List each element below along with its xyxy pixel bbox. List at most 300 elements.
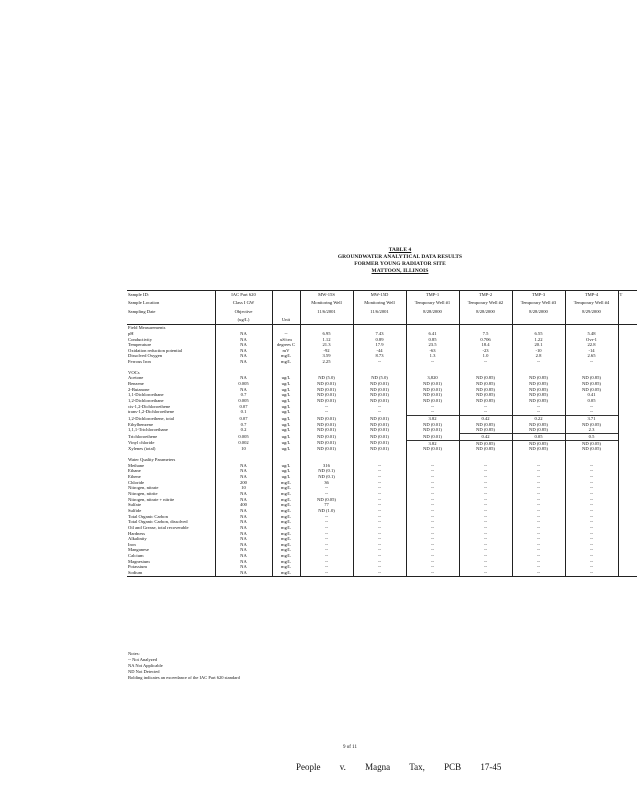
well-date: 8/28/2000: [459, 308, 512, 316]
unit-value: ug/L: [272, 387, 300, 393]
unit-value: mg/L: [272, 519, 300, 525]
criteria-value: NA: [215, 553, 272, 559]
result-cell: 22.8: [565, 342, 618, 348]
result-cell: --: [459, 485, 512, 491]
result-cell: 21.3: [300, 342, 353, 348]
unit-value: ug/L: [272, 416, 300, 422]
result-cell: --: [565, 531, 618, 537]
result-cell: ND (0.01): [406, 434, 459, 441]
result-cell: ND (0.85): [459, 375, 512, 381]
result-cell: --: [512, 564, 565, 570]
parameter-name: cis-1,2-Dichloroethene: [128, 403, 171, 409]
result-cell: ND (0.01): [300, 398, 353, 404]
result-cell: -10: [512, 348, 565, 354]
parameter-name: Nitrogen, nitrate: [128, 485, 159, 491]
unit-value: mg/L: [272, 559, 300, 565]
parameter-name: Sulfide: [128, 507, 142, 513]
well-id: MW-15D: [353, 291, 406, 300]
table-row: [127, 570, 637, 576]
result-cell: 6.41: [406, 331, 459, 337]
parameter-name: Total Organic Carbon: [128, 513, 168, 519]
header-row-date: [127, 308, 637, 316]
result-cell: ND (0.01): [353, 446, 406, 452]
table-title: GROUNDWATER ANALYTICAL DATA RESULTS: [337, 254, 463, 260]
result-cell: --: [565, 553, 618, 559]
result-cell: --: [459, 525, 512, 531]
result-cell: ND (0.85): [512, 422, 565, 428]
parameter-name: Acetone: [128, 375, 144, 381]
result-cell: 0.05: [565, 398, 618, 404]
result-cell: --: [406, 404, 459, 410]
result-cell: --: [512, 463, 565, 469]
criteria-value: NA: [215, 331, 272, 337]
result-cell: --: [406, 553, 459, 559]
result-cell: -44: [353, 348, 406, 354]
result-cell: -63: [406, 348, 459, 354]
result-cell: --: [459, 547, 512, 553]
site-location: MATTOON, ILLINOIS: [371, 268, 429, 274]
result-cell: --: [512, 480, 565, 486]
unit-value: ug/L: [272, 404, 300, 410]
result-cell: 0.05: [512, 434, 565, 441]
header-row-id: [127, 291, 637, 300]
result-cell: --: [300, 531, 353, 537]
parameter-name: Temperature: [128, 342, 152, 348]
unit-value: mg/L: [272, 536, 300, 542]
parameter-name: Sodium: [127, 570, 215, 576]
criteria-value: 400: [215, 502, 272, 508]
criteria-value: NA: [215, 525, 272, 531]
parameter-name: 1,2-Dichloroethane: [128, 398, 164, 404]
criteria-value: 0.07: [215, 416, 272, 422]
result-cell: 0.42: [459, 434, 512, 441]
result-cell: --: [406, 502, 459, 508]
criteria-value: 0.07: [215, 404, 272, 410]
parameter-name: Manganese: [128, 547, 149, 553]
well-date: 8/29/2000: [565, 308, 618, 316]
result-cell: --: [406, 508, 459, 514]
result-cell: --: [353, 497, 406, 503]
result-cell: --: [300, 404, 353, 410]
result-cell: --: [353, 564, 406, 570]
result-cell: ND (0.85): [512, 381, 565, 387]
result-cell: --: [565, 508, 618, 514]
result-cell: ND (0.01): [406, 398, 459, 404]
criteria-value: NA: [215, 474, 272, 480]
result-cell: --: [459, 497, 512, 503]
parameter-name: Magnesium: [128, 558, 150, 564]
result-cell: --: [353, 480, 406, 486]
result-cell: 8.73: [353, 353, 406, 359]
unit-value: ug/L: [272, 375, 300, 381]
unit-value: uS/cm: [272, 337, 300, 343]
unit-value: ug/L: [272, 440, 300, 446]
result-cell: ND (0.85): [565, 381, 618, 387]
result-cell: 7.43: [353, 331, 406, 337]
result-cell: 3,820: [406, 375, 459, 381]
parameter-name: Conductivity: [128, 336, 152, 342]
result-cell: --: [300, 409, 353, 415]
result-cell: ND (0.01): [300, 381, 353, 387]
result-cell: ND (0.85): [459, 427, 512, 433]
result-cell: --: [512, 485, 565, 491]
result-cell: ND (0.01): [406, 422, 459, 428]
result-cell: Ovr-1: [565, 337, 618, 343]
result-cell: ND (0.1): [300, 474, 353, 480]
well-location: Monitoring Well: [353, 299, 406, 307]
result-cell: --: [353, 485, 406, 491]
result-cell: --: [459, 508, 512, 514]
result-cell: ND (0.05): [565, 446, 618, 452]
criteria-value: 0.7: [215, 422, 272, 428]
well-location: Temporary Well #3: [512, 299, 565, 307]
result-cell: ND (0.85): [459, 440, 512, 446]
result-cell: ND (0.85): [512, 387, 565, 393]
result-cell: --: [565, 497, 618, 503]
result-cell: --: [353, 463, 406, 469]
criteria-value: 10: [215, 446, 272, 452]
result-cell: 3.82: [406, 440, 459, 446]
unit-value: ug/L: [272, 427, 300, 433]
result-cell: ND (0.85): [512, 398, 565, 404]
result-cell: ND (0.01): [300, 416, 353, 422]
result-cell: 3.71: [565, 416, 618, 422]
result-cell: ND (0.01): [353, 398, 406, 404]
criteria-value: 0.005: [215, 381, 272, 387]
criteria-value: NA: [215, 375, 272, 381]
result-cell: ND (0.01): [300, 392, 353, 398]
criteria-value: NA: [215, 547, 272, 553]
result-cell: -92: [300, 348, 353, 354]
criteria-value: NA: [215, 348, 272, 354]
result-cell: ND (0.01): [300, 440, 353, 446]
unit-value: mg/L: [272, 485, 300, 491]
result-cell: 77: [300, 502, 353, 508]
unit-value: ug/L: [272, 422, 300, 428]
result-cell: --: [565, 359, 618, 365]
result-cell: ND (0.05): [565, 422, 618, 428]
result-cell: ND (0.01): [353, 422, 406, 428]
result-cell: ND (0.01): [353, 440, 406, 446]
result-cell: --: [459, 468, 512, 474]
footer-word: v.: [339, 762, 346, 772]
result-cell: --: [565, 480, 618, 486]
result-cell: --: [565, 474, 618, 480]
criteria-value: 0.002: [215, 440, 272, 446]
criteria-value: NA: [215, 570, 272, 576]
result-cell: ND (0.01): [353, 387, 406, 393]
result-cell: ND (0.01): [300, 387, 353, 393]
result-cell: ND (0.1): [300, 468, 353, 474]
result-cell: ND (0.01): [353, 416, 406, 422]
result-cell: ND (0.01): [353, 392, 406, 398]
result-cell: --: [459, 559, 512, 565]
result-cell: --: [565, 468, 618, 474]
result-cell: --: [353, 542, 406, 548]
section-label: Water Quality Parameters: [128, 456, 176, 462]
parameter-name: Iron: [128, 541, 136, 547]
criteria-value: NA: [215, 491, 272, 497]
result-cell: --: [353, 409, 406, 415]
unit-value: ug/L: [272, 468, 300, 474]
criteria-value: NA: [215, 387, 272, 393]
result-cell: 5.48: [565, 331, 618, 337]
table-number: TABLE 4: [388, 247, 412, 253]
result-cell: 2.3: [565, 427, 618, 433]
result-cell: --: [512, 468, 565, 474]
result-cell: --: [300, 559, 353, 565]
criteria-value: NA: [215, 542, 272, 548]
well-date: 11/6/2001: [300, 308, 353, 316]
result-cell: 2.8: [512, 353, 565, 359]
result-cell: --: [459, 514, 512, 520]
result-cell: --: [406, 542, 459, 548]
result-cell: --: [512, 502, 565, 508]
result-cell: --: [406, 531, 459, 537]
parameter-name: Sulfate: [128, 502, 142, 508]
unit-value: mg/L: [272, 542, 300, 548]
unit-value: mg/L: [272, 359, 300, 365]
result-cell: --: [565, 525, 618, 531]
result-cell: --: [353, 514, 406, 520]
result-cell: --: [406, 525, 459, 531]
result-cell: 6.95: [300, 331, 353, 337]
result-cell: --: [512, 497, 565, 503]
result-cell: 0.5: [565, 434, 618, 441]
result-cell: --: [512, 559, 565, 565]
result-cell: --: [406, 409, 459, 415]
result-cell: --: [406, 497, 459, 503]
parameter-name: 1,2-Dichloroethene, total: [128, 415, 175, 421]
result-cell: 0.22: [512, 416, 565, 422]
footer-word: 17-45: [480, 762, 502, 772]
result-cell: --: [300, 547, 353, 553]
result-cell: --: [459, 359, 512, 365]
result-cell: 1.0: [459, 353, 512, 359]
result-cell: 1.22: [512, 337, 565, 343]
result-cell: 18.4: [459, 342, 512, 348]
result-cell: --: [459, 564, 512, 570]
result-cell: --: [459, 480, 512, 486]
result-cell: --: [300, 564, 353, 570]
parameter-name: Chloride: [128, 479, 145, 485]
result-cell: --: [565, 404, 618, 410]
unit-value: ug/L: [272, 474, 300, 480]
header-row-location: [127, 299, 637, 307]
result-cell: 17.9: [353, 342, 406, 348]
note-line: -- Not Analyzed: [128, 657, 157, 663]
criteria-value: 0.2: [215, 427, 272, 433]
criteria-value: 200: [215, 480, 272, 486]
result-cell: ND (0.85): [512, 446, 565, 452]
well-location: Temporary Well #4: [565, 299, 618, 307]
cut-off-column: T: [618, 291, 637, 300]
result-cell: --: [459, 519, 512, 525]
result-cell: --: [406, 485, 459, 491]
table-notes: [128, 651, 240, 681]
parameter-name: Methane: [128, 462, 145, 468]
result-cell: --: [512, 536, 565, 542]
result-cell: --: [512, 359, 565, 365]
well-id: TMP-2: [459, 291, 512, 300]
result-cell: ND (0.85): [459, 381, 512, 387]
result-cell: --: [353, 531, 406, 537]
result-cell: --: [565, 547, 618, 553]
parameter-name: Ferrous Iron: [128, 359, 151, 365]
result-cell: ND (0.01): [300, 422, 353, 428]
data-table-region: [127, 290, 623, 650]
result-cell: --: [353, 468, 406, 474]
note-line: NA Not Applicable: [128, 663, 163, 669]
header-row-units: [127, 316, 637, 325]
result-cell: 0.89: [353, 337, 406, 343]
criteria-header: IAC Part 620: [215, 291, 272, 300]
result-cell: 2.65: [565, 353, 618, 359]
section-label: Field Measurements: [128, 325, 166, 331]
unit-value: mg/L: [272, 547, 300, 553]
result-cell: ND (0.05): [565, 387, 618, 393]
result-cell: --: [512, 542, 565, 548]
result-cell: --: [565, 519, 618, 525]
unit-header: Unit: [272, 316, 300, 325]
criteria-value: 10: [215, 485, 272, 491]
result-cell: --: [512, 409, 565, 415]
footer-word: People: [296, 762, 321, 772]
result-cell: --: [565, 570, 618, 576]
unit-value: mg/L: [272, 570, 300, 576]
result-cell: ND (0.01): [353, 434, 406, 441]
result-cell: 0.85: [406, 337, 459, 343]
result-cell: --: [565, 463, 618, 469]
parameter-name: Ethylbenzene: [128, 421, 153, 427]
result-cell: ND (0.01): [406, 392, 459, 398]
criteria-value: 0.005: [215, 434, 272, 441]
criteria-header: (ug/L): [215, 316, 272, 325]
criteria-value: NA: [215, 463, 272, 469]
criteria-value: NA: [215, 359, 272, 365]
result-cell: --: [300, 519, 353, 525]
result-cell: --: [565, 514, 618, 520]
result-cell: ND (0.85): [512, 392, 565, 398]
result-cell: --: [512, 474, 565, 480]
result-cell: --: [353, 508, 406, 514]
result-cell: 1.3: [406, 353, 459, 359]
groundwater-data-table: [127, 290, 637, 577]
result-cell: --: [406, 570, 459, 576]
footer-word: Magna: [365, 762, 391, 772]
result-cell: ND (5.0): [300, 375, 353, 381]
site-name: FORMER YOUNG RADIATOR SITE: [354, 261, 446, 267]
result-cell: ND (0.01): [300, 446, 353, 452]
result-cell: --: [353, 525, 406, 531]
result-cell: -14: [565, 348, 618, 354]
result-cell: --: [300, 553, 353, 559]
result-cell: ND (0.05): [300, 497, 353, 503]
parameter-name: trans-1,2-Dichloroethene: [128, 409, 175, 415]
result-cell: --: [459, 409, 512, 415]
parameter-name: Ethane: [128, 468, 141, 474]
result-cell: --: [406, 468, 459, 474]
result-cell: --: [353, 553, 406, 559]
note-line: Bolding indicates an exceedance of the IAC Part 620 standard: [128, 675, 240, 681]
parameter-name: 1,1,1-Trichloroethane: [128, 427, 168, 433]
result-cell: --: [300, 536, 353, 542]
result-cell: --: [459, 502, 512, 508]
result-cell: --: [512, 404, 565, 410]
unit-value: mg/L: [272, 480, 300, 486]
result-cell: -23: [459, 348, 512, 354]
well-date: 11/6/2001: [353, 308, 406, 316]
unit-value: ug/L: [272, 434, 300, 441]
result-cell: 0.41: [565, 392, 618, 398]
result-cell: ND (0.85): [459, 446, 512, 452]
result-cell: --: [406, 519, 459, 525]
result-cell: --: [565, 564, 618, 570]
criteria-value: NA: [215, 342, 272, 348]
result-cell: ND (0.85): [459, 392, 512, 398]
notes-heading: Notes:: [128, 651, 140, 656]
parameter-name: Benzene: [128, 381, 144, 387]
unit-value: mg/L: [272, 353, 300, 359]
result-cell: --: [353, 570, 406, 576]
result-cell: --: [300, 542, 353, 548]
result-cell: --: [406, 480, 459, 486]
result-cell: --: [459, 536, 512, 542]
case-citation-footer: [296, 762, 518, 772]
note-line: ND Not Detected: [128, 669, 160, 675]
section-label: VOCs: [128, 369, 140, 375]
parameter-name: pH: [128, 330, 134, 336]
result-cell: ND (0.01): [406, 427, 459, 433]
well-location: Temporary Well #1: [406, 299, 459, 307]
parameter-name: Calcium: [128, 553, 144, 559]
result-cell: --: [353, 547, 406, 553]
result-cell: --: [406, 474, 459, 480]
result-cell: --: [353, 536, 406, 542]
well-location: Monitoring Well: [300, 299, 353, 307]
unit-value: ug/L: [272, 463, 300, 469]
result-cell: ND (0.01): [406, 387, 459, 393]
result-cell: 2.25: [300, 359, 353, 365]
parameter-name: Oxidation reduction potential: [128, 347, 183, 353]
unit-value: --: [272, 331, 300, 337]
criteria-value: 0.005: [215, 398, 272, 404]
result-cell: --: [353, 502, 406, 508]
result-cell: 1.12: [300, 337, 353, 343]
parameter-name: Vinyl chloride: [128, 440, 155, 446]
unit-value: mg/L: [272, 497, 300, 503]
result-cell: ND (0.01): [300, 427, 353, 433]
unit-value: degrees C: [272, 342, 300, 348]
result-cell: --: [406, 514, 459, 520]
result-cell: --: [459, 474, 512, 480]
result-cell: ND (0.85): [512, 427, 565, 433]
result-cell: ND (0.01): [353, 381, 406, 387]
parameter-name: Nitrogen, nitrite: [128, 490, 158, 496]
result-cell: 7.5: [459, 331, 512, 337]
result-cell: --: [459, 463, 512, 469]
criteria-value: NA: [215, 531, 272, 537]
footer-word: PCB: [444, 762, 462, 772]
result-cell: 3.82: [406, 416, 459, 422]
result-cell: --: [565, 536, 618, 542]
result-cell: --: [353, 404, 406, 410]
criteria-value: NA: [215, 564, 272, 570]
result-cell: --: [512, 508, 565, 514]
table-row: [127, 434, 637, 441]
result-cell: --: [459, 531, 512, 537]
result-cell: ND (0.01): [300, 434, 353, 441]
